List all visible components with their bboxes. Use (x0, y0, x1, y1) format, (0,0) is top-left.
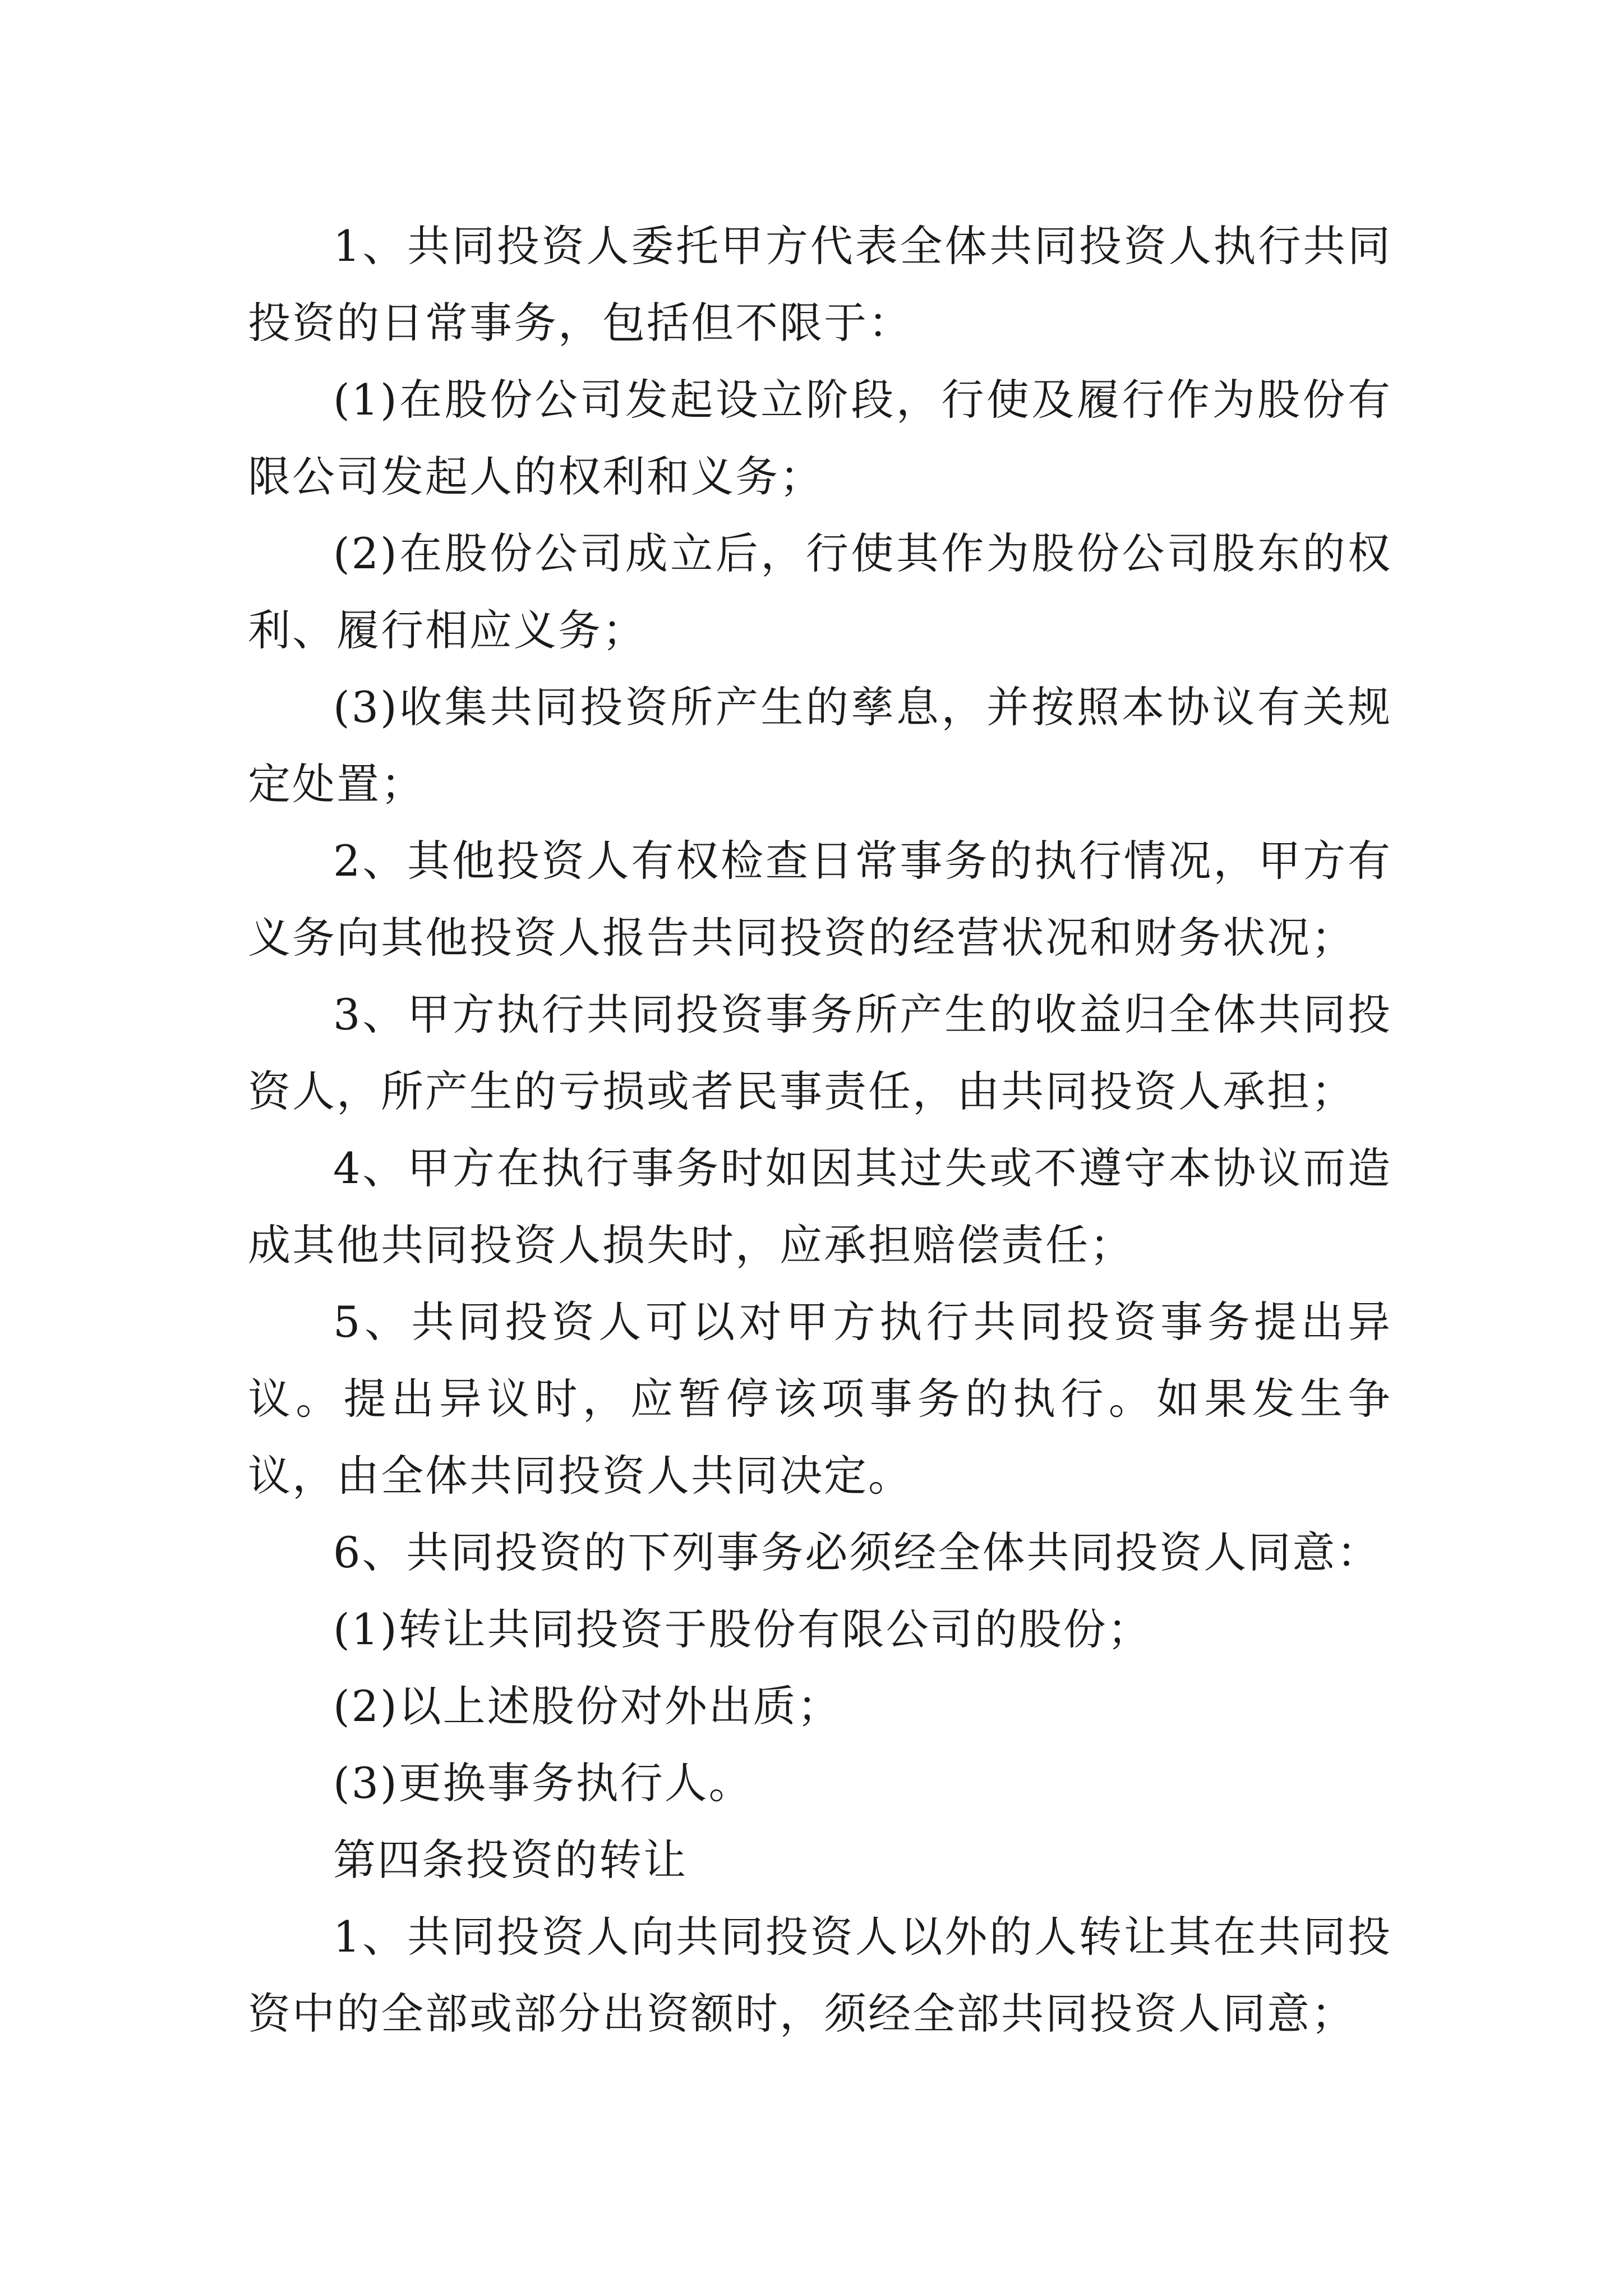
paragraph-1-item-2: (2)在股份公司成立后，行使其作为股份公司股东的权利、履行相应义务； (248, 528, 1392, 655)
paragraph-1-item-1: (1)在股份公司发起设立阶段，行使及履行作为股份有限公司发起人的权利和义务； (248, 375, 1392, 501)
paragraph-4: 4、甲方在执行事务时如因其过失或不遵守本协议而造成其他共同投资人损失时，应承担赔偿责任； (248, 1143, 1392, 1270)
article-4-paragraph-1: 1、共同投资人向共同投资人以外的人转让其在共同投资中的全部或部分出资额时，须经全部共同投资人同意； (248, 1912, 1392, 2039)
paragraph-6-item-1: (1)转让共同投资于股份有限公司的股份； (333, 1604, 1152, 1654)
paragraph-6: 6、共同投资的下列事务必须经全体共同投资人同意： (333, 1527, 1381, 1577)
paragraph-3: 3、甲方执行共同投资事务所产生的收益归全体共同投资人，所产生的亏损或者民事责任，由共同投资人承担； (248, 990, 1392, 1116)
paragraph-2: 2、其他投资人有权检查日常事务的执行情况，甲方有义务向其他投资人报告共同投资的经营状况和财务状况； (248, 836, 1392, 963)
paragraph-6-item-2: (2)以上述股份对外出质； (333, 1681, 842, 1731)
paragraph-1: 1、共同投资人委托甲方代表全体共同投资人执行共同投资的日常事务，包括但不限于： (248, 221, 1392, 348)
section-heading-article-4: 第四条投资的转让 (333, 1835, 688, 1885)
document-body (248, 208, 1392, 2052)
paragraph-5: 5、共同投资人可以对甲方执行共同投资事务提出异议。提出异议时，应暂停该项事务的执行。如果发生争议，由全体共同投资人共同决定。 (248, 1297, 1392, 1501)
paragraph-6-item-3: (3)更换事务执行人。 (333, 1758, 753, 1808)
paragraph-1-item-3: (3)收集共同投资所产生的孳息，并按照本协议有关规定处置； (248, 682, 1392, 809)
